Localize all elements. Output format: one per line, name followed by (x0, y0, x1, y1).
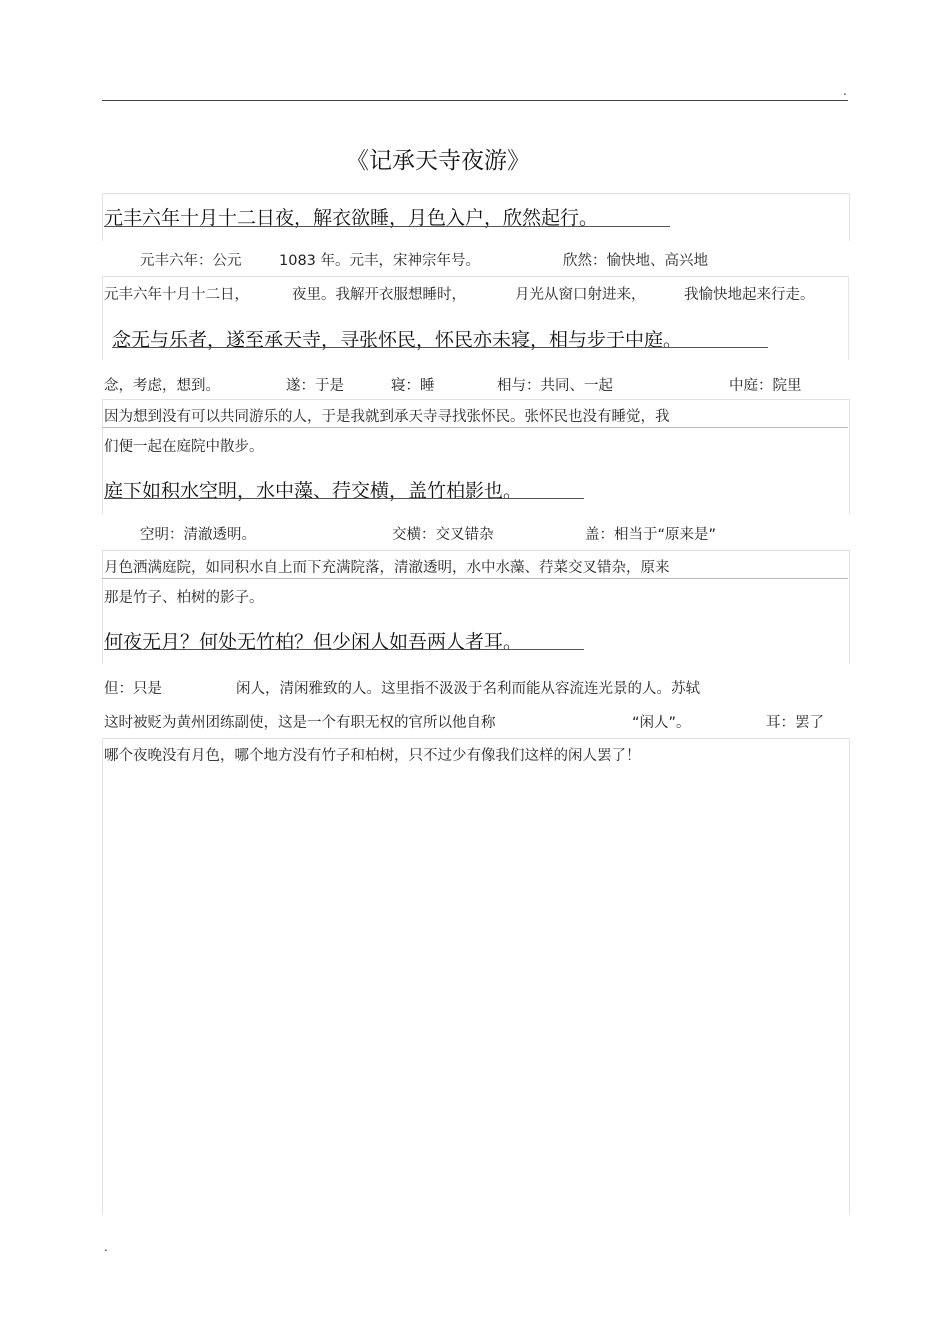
verse-underline-2 (112, 347, 768, 348)
divider-1 (102, 276, 848, 277)
note-2e: 中庭：院里 (729, 378, 802, 394)
divider-2 (102, 427, 848, 428)
footer-dot: . (104, 1240, 108, 1254)
verse-underline-1 (104, 226, 670, 227)
note-4c: 这时被贬为黄州团练副使，这是一个有职无权的官所以他自称 (104, 715, 496, 731)
verse-line-1: 元丰六年十月十二日夜，解衣欲睡，月色入户，欣然起行。 (104, 207, 599, 229)
note-3b: 交横：交叉错杂 (392, 527, 494, 543)
note-3c: 盖：相当于“原来是” (585, 527, 717, 543)
note-2c: 寝：睡 (391, 378, 435, 394)
edge-left-1 (102, 276, 103, 360)
translation-3b: 那是竹子、柏树的影子。 (104, 590, 264, 606)
translation-1d: 我愉快地起来行走。 (684, 287, 815, 303)
verse-underline-3 (104, 498, 584, 499)
translation-4a: 哪个夜晚没有月色，哪个地方没有竹子和柏树，只不过少有像我们这样的闲人罢了！ (104, 748, 641, 764)
verse-line-3: 庭下如积水空明，水中藻、荇交横，盖竹柏影也。 (104, 480, 523, 502)
translation-2a: 因为想到没有可以共同游乐的人，于是我就到承天寺寻找张怀民。张怀民也没有睡觉，我 (104, 409, 670, 425)
translation-1a: 元丰六年十月十二日， (104, 287, 249, 303)
translation-2b: 们便一起在庭院中散步。 (104, 439, 264, 455)
translation-3a: 月色洒满庭院，如同积水自上而下充满院落，清澈透明，水中水藻、荇菜交叉错杂，原来 (104, 560, 670, 576)
note-4b: 闲人，清闲雅致的人。这里指不汲汲于名利而能从容流连光景的人。苏轼 (236, 681, 700, 697)
translation-1c: 月光从窗口射进来， (515, 287, 646, 303)
page-title: 《记承天寺夜游》 (346, 148, 530, 174)
verse-underline-4 (104, 649, 584, 650)
note-2b: 遂：于是 (286, 378, 344, 394)
note-2d: 相与：共同、一起 (497, 378, 613, 394)
divider-3 (102, 578, 848, 579)
header-dot: . (843, 84, 847, 98)
note-3a: 空明：清澈透明。 (140, 527, 256, 543)
note-1b: 1083 年。元丰，宋神宗年号。 (279, 253, 481, 269)
translation-box-4 (102, 738, 850, 1215)
note-4e: 耳：罢了 (766, 715, 824, 731)
header-rule (102, 100, 848, 101)
edge-right-1 (848, 276, 849, 360)
translation-1b: 夜里。我解开衣服想睡时， (292, 287, 466, 303)
note-4a: 但：只是 (104, 681, 162, 697)
note-4d: “闲人”。 (632, 715, 691, 731)
verse-line-4: 何夜无月？何处无竹柏？但少闲人如吾两人者耳。 (104, 631, 523, 653)
verse-line-2: 念无与乐者，遂至承天寺，寻张怀民，怀民亦未寝，相与步于中庭。 (112, 329, 683, 351)
note-2a: 念，考虑，想到。 (104, 378, 220, 394)
note-1c: 欣然：愉快地、高兴地 (563, 253, 708, 269)
note-1a: 元丰六年：公元 (140, 253, 242, 269)
